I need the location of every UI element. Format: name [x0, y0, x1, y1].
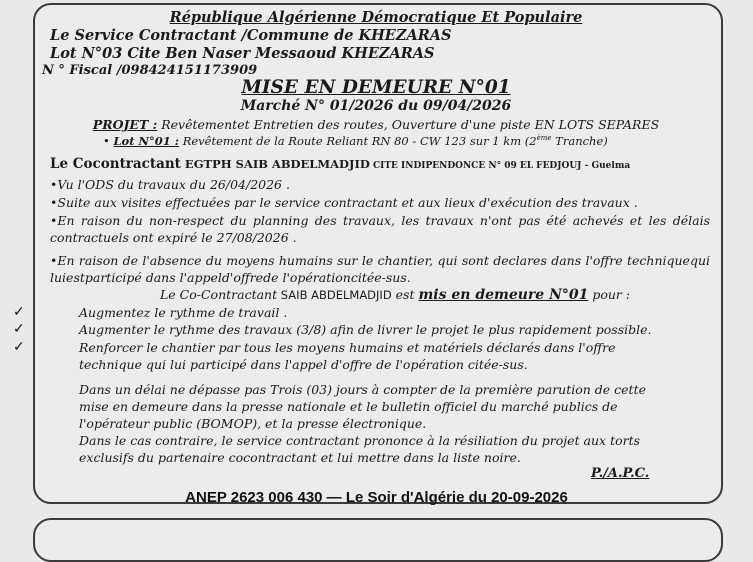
contraire-paragraph: Dans le cas contraire, le service contractant prononce à la résiliation du projet aux torts exclusifs du partenaire cocontractant et lui mettre dans la liste noire. [79, 433, 641, 465]
bullet-moyens: •En raison de l'absence du moyens humains sur le chantier, qui sont declares dans l'offre techniquequi luiestparticipé dans l'appeld'offrede l'opérationcitée-sus. [50, 253, 710, 285]
lot-line: • Lot N°01 : Revêtement de la Route Reliant RN 80 - CW 123 sur 1 km (2ème Tranche) [103, 134, 608, 148]
check-icon: ✓ [13, 304, 25, 320]
check-icon: ✓ [13, 321, 25, 337]
bullet-ods: •Vu l'ODS du travaux du 26/04/2026 . [50, 177, 290, 192]
cocontractant-line: Le Cocontractant EGTPH SAIB ABDELMADJID CITE INDIPENDONCE N° 09 EL FEDJOUJ - Guelma [50, 156, 631, 172]
notice-title: MISE EN DEMEURE N°01 [241, 77, 511, 98]
marche-line: Marché N° 01/2026 du 09/04/2026 [240, 98, 512, 114]
footer-anep: ANEP 2623 006 430 — Le Soir d'Algérie du 20-09-2026 [185, 489, 568, 506]
bullet-visites: •Suite aux visites effectuées par le service contractant et aux lieux d'exécution des travaux . [50, 195, 638, 210]
fiscal-number: N ° Fiscal /098424151173909 [42, 63, 258, 78]
mise-en-demeure-line: Le Co-Contractant SAIB ABDELMADJID est mis en demeure N°01 pour : [160, 287, 631, 303]
address-line: Lot N°03 Cite Ben Naser Messaoud KHEZARAS [50, 45, 435, 62]
check-item: Augmentez le rythme de travail . [79, 305, 288, 320]
check-item: Renforcer le chantier par tous les moyens humains et matériels déclarés dans l'offre technique qui lui participé dans l'appel d'offre de l'opération citée-sus. [79, 340, 616, 372]
delai-paragraph: Dans un délai ne dépasse pas Trois (03) jours à compter de la première parution de cette mise en demeure dans la presse nationale et le bulletin officiel du marché publics de l'opérateur public (BOMOP), et la presse électronique. [79, 382, 647, 431]
projet-line: PROJET : Revêtementet Entretien des routes, Ouverture d'une piste EN LOTS SEPARES [92, 117, 660, 132]
check-item: Augmenter le rythme des travaux (3/8) afin de livrer le projet le plus rapidement possible. [79, 322, 652, 337]
service-contractant: Le Service Contractant /Commune de KHEZARAS [50, 27, 452, 44]
next-notice-edge [33, 518, 723, 562]
signature: P./A.P.C. [591, 466, 650, 481]
check-icon: ✓ [13, 339, 25, 355]
republic-heading: République Algérienne Démocratique Et Populaire [169, 9, 583, 26]
bullet-planning: •En raison du non-respect du planning des travaux, les travaux n'ont pas été achevés et les délais contractuels ont expiré le 27/08/2026 . [50, 213, 710, 245]
